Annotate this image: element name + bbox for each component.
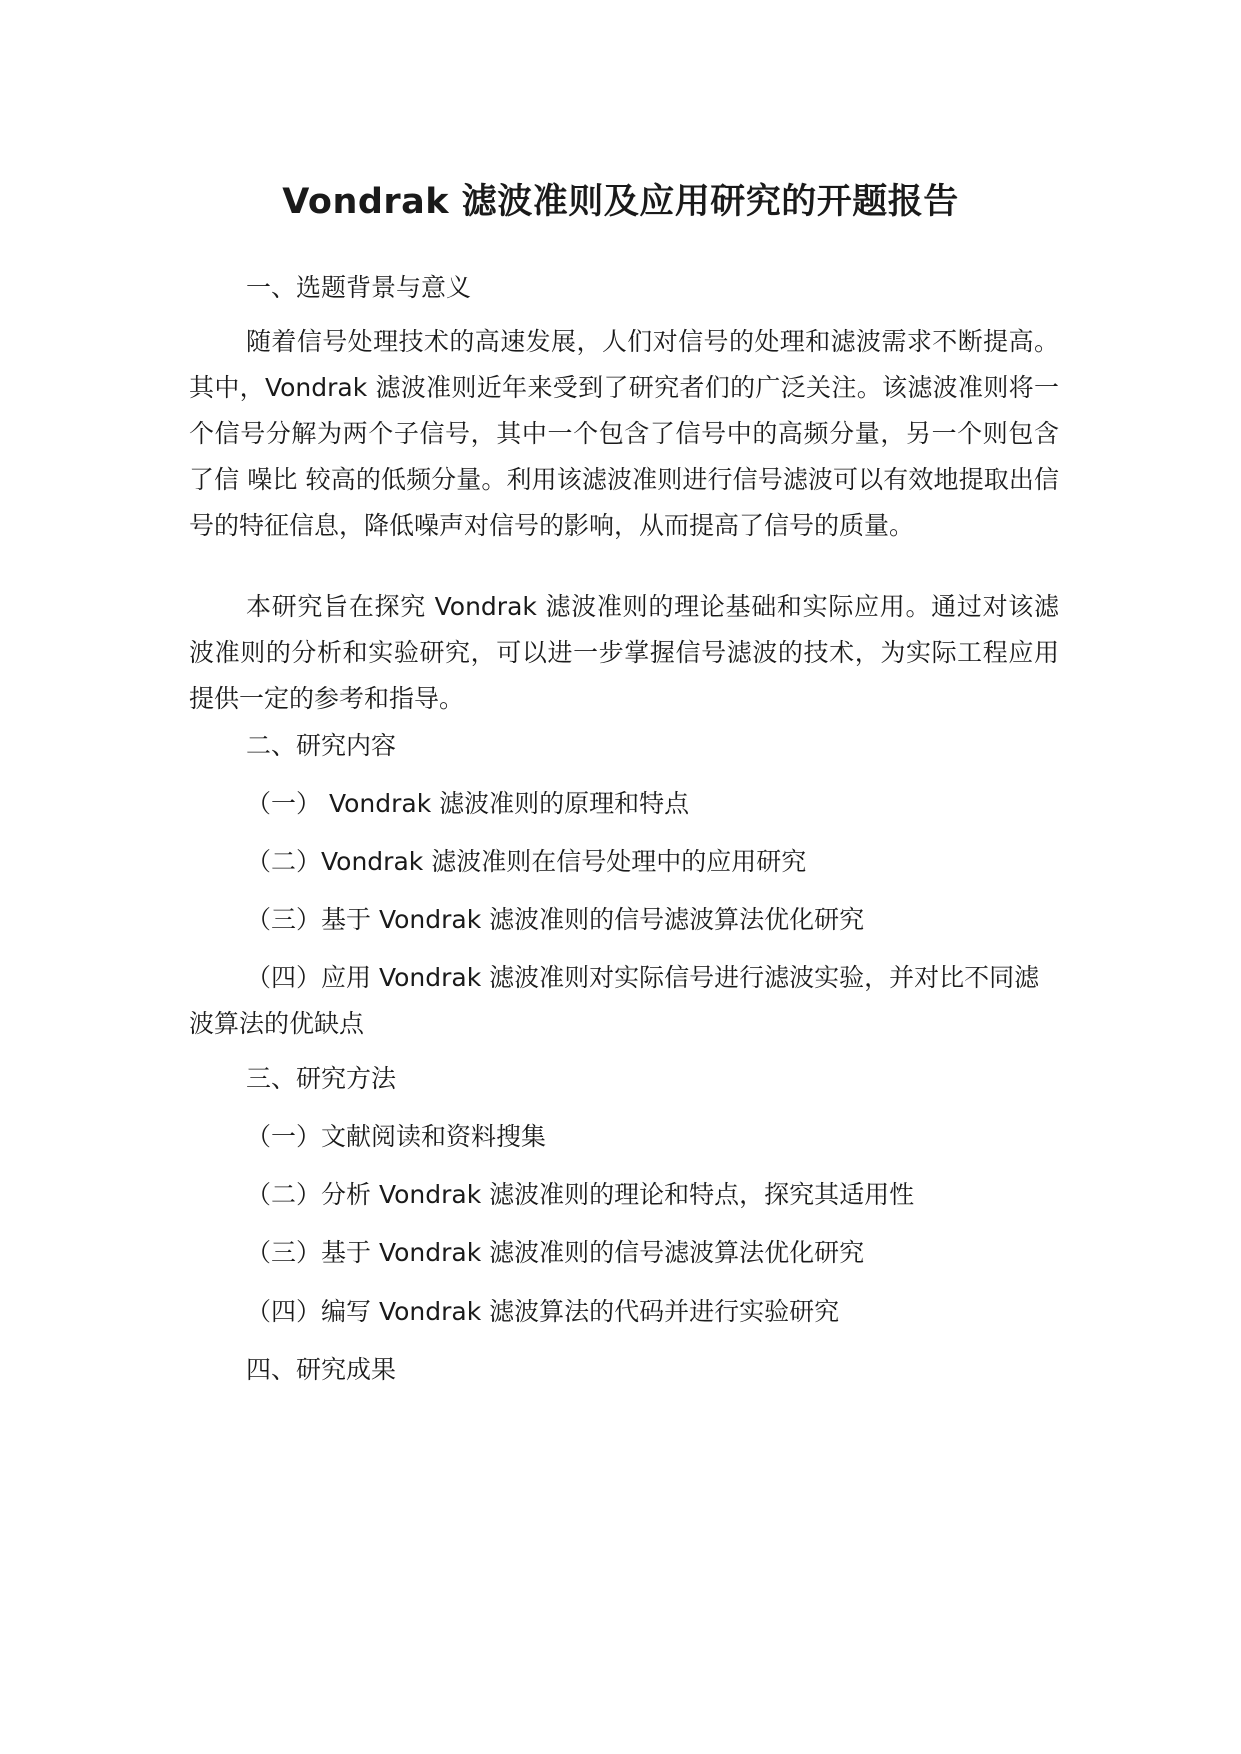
- content-item-4: （四）应用 Vondrak 滤波准则对实际信号进行滤波实验，并对比不同滤波算法的优缺点: [189, 963, 1040, 1038]
- section-heading-background: 一、选题背景与意义: [246, 273, 472, 302]
- background-paragraph-1: 随着信号处理技术的高速发展，人们对信号的处理和滤波需求不断提高。其中，Vondrak 滤波准则近年来受到了研究者们的广泛关注。该滤波准则将一个信号分解为两个子信号，其中一个包含了信号中的高频分量，另一个则包含了信 噪比 较高的低频分量。利用该滤波准则进行信号滤波可以有效地提取出信号的特征信息，降低噪声对信号的影响，从而提高了信号的质量。: [189, 327, 1059, 540]
- section-heading-results: 四、研究成果: [246, 1355, 397, 1384]
- document-title: Vondrak 滤波准则及应用研究的开题报告: [282, 182, 959, 222]
- background-paragraph-2: 本研究旨在探究 Vondrak 滤波准则的理论基础和实际应用。通过对该滤波准则的分析和实验研究，可以进一步掌握信号滤波的技术，为实际工程应用提供一定的参考和指导。: [189, 592, 1059, 713]
- content-item-3: （三）基于 Vondrak 滤波准则的信号滤波算法优化研究: [246, 905, 865, 934]
- section-heading-content: 二、研究内容: [246, 731, 397, 760]
- method-item-1: （一）文献阅读和资料搜集: [246, 1122, 547, 1151]
- content-item-1: （一） Vondrak 滤波准则的原理和特点: [246, 789, 690, 818]
- section-heading-methods: 三、研究方法: [246, 1064, 397, 1093]
- method-item-2: （二）分析 Vondrak 滤波准则的理论和特点，探究其适用性: [246, 1180, 915, 1209]
- content-item-2: （二）Vondrak 滤波准则在信号处理中的应用研究: [246, 847, 807, 876]
- method-item-3: （三）基于 Vondrak 滤波准则的信号滤波算法优化研究: [246, 1238, 865, 1267]
- method-item-4: （四）编写 Vondrak 滤波算法的代码并进行实验研究: [246, 1297, 840, 1326]
